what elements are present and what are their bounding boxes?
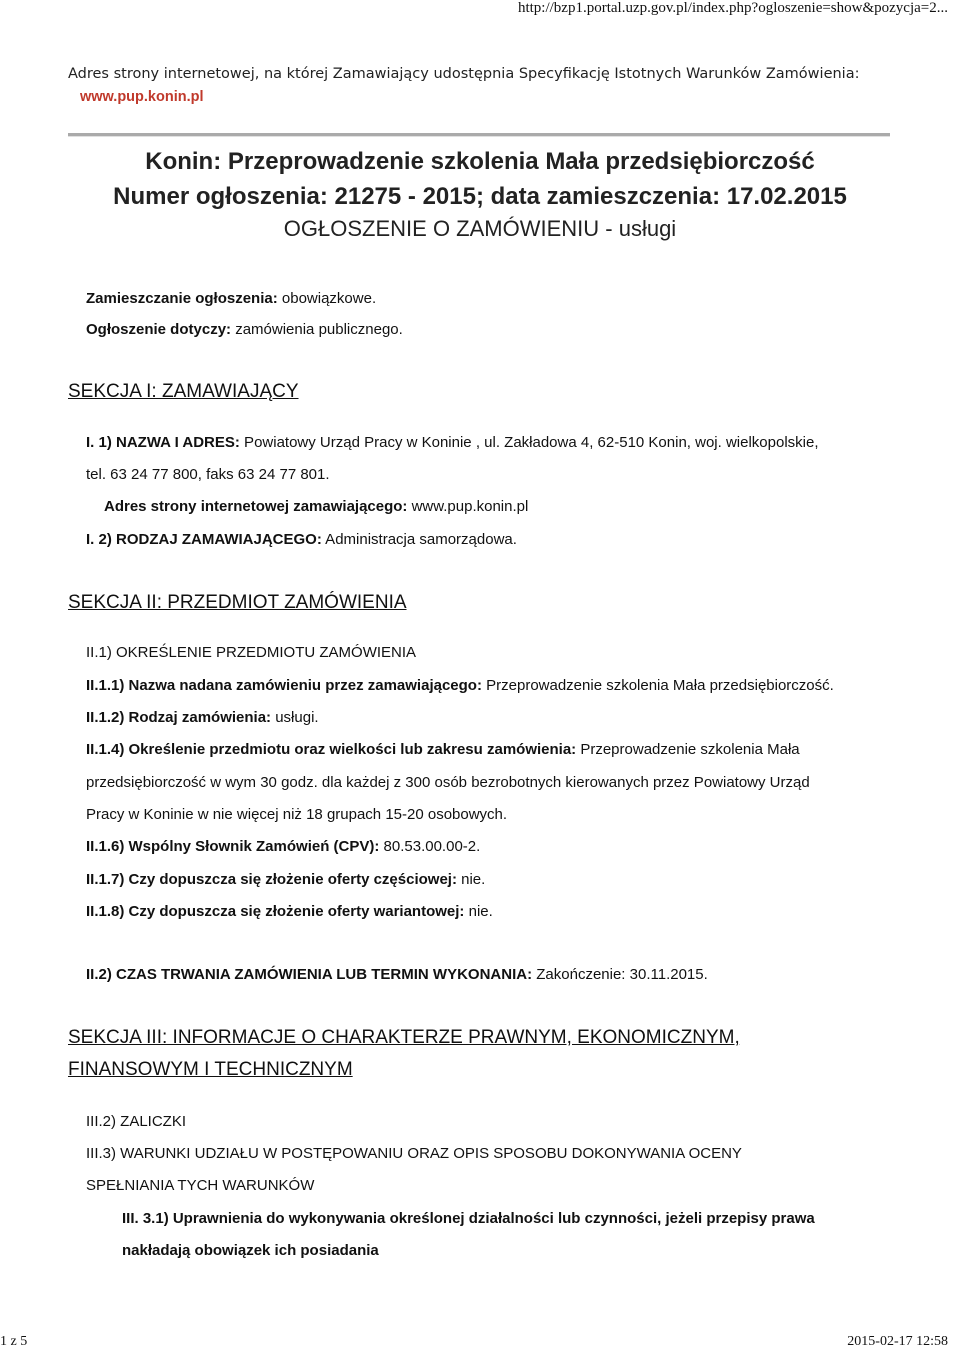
duration-label: II.2) CZAS TRWANIA ZAMÓWIENIA LUB TERMIN WYKONANIA: xyxy=(86,966,533,983)
subject-definition-heading: II.1) OKREŚLENIE PRZEDMIOTU ZAMÓWIENIA xyxy=(86,644,417,661)
partial-offer-label: II.1.7) Czy dopuszcza się złożenie oferty częściowej: xyxy=(86,871,457,888)
page-url: http://bzp1.portal.uzp.gov.pl/index.php?ogloszenie=show&pozycja=2... xyxy=(517,0,948,16)
order-description-label: II.1.4) Określenie przedmiotu oraz wielkości lub zakresu zamówienia: xyxy=(86,741,577,758)
conditions-heading-line-2: SPEŁNIANIA TYCH WARUNKÓW xyxy=(86,1177,315,1194)
order-name-label: II.1.1) Nazwa nadana zamówieniu przez zamawiającego: xyxy=(86,677,482,694)
permits-label-1: III. 3.1) Uprawnienia do wykonywania określonej działalności lub czynności, jeżeli przepisy prawa xyxy=(122,1210,815,1227)
order-kind-line xyxy=(86,709,319,726)
duration-line xyxy=(86,966,708,983)
section-1-heading: SEKCJA I: ZAMAWIAJĄCY xyxy=(68,381,299,402)
authority-kind-line xyxy=(86,531,517,548)
variant-offer-line xyxy=(86,903,493,920)
website-label: Adres strony internetowej zamawiającego: xyxy=(104,498,408,515)
order-description-line-2: przedsiębiorczość w wym 30 godz. dla każdej z 300 osób bezrobotnych kierowanych przez Powiatowy Urząd xyxy=(86,774,810,791)
permits-line-1 xyxy=(122,1210,815,1227)
order-kind-label: II.1.2) Rodzaj zamówienia: xyxy=(86,709,272,726)
partial-offer-value: nie. xyxy=(456,871,486,888)
advance-heading: III.2) ZALICZKI xyxy=(86,1113,187,1130)
section-2-heading: SEKCJA II: PRZEDMIOT ZAMÓWIENIA xyxy=(68,592,407,613)
duration-value: Zakończenie: 30.11.2015. xyxy=(532,966,708,983)
permits-label-2: nakładają obowiązek ich posiadania xyxy=(122,1242,379,1259)
concerns-label: Ogłoszenie dotyczy: xyxy=(86,321,232,338)
section-3-heading-line-1: SEKCJA III: INFORMACJE O CHARAKTERZE PRAWNYM, EKONOMICZNYM, xyxy=(68,1027,740,1048)
notice-type: OGŁOSZENIE O ZAMÓWIENIU - usługi xyxy=(283,216,677,241)
concerns-line xyxy=(86,321,403,338)
variant-offer-label: II.1.8) Czy dopuszcza się złożenie oferty wariantowej: xyxy=(86,903,465,920)
cpv-line xyxy=(86,838,480,855)
order-name-line xyxy=(86,677,834,694)
divider xyxy=(68,133,890,137)
notice-title: Konin: Przeprowadzenie szkolenia Mała przedsiębiorczość xyxy=(145,148,815,175)
authority-kind-value: Administracja samorządowa. xyxy=(321,531,517,548)
website-line xyxy=(104,498,528,515)
website-value[interactable]: www.pup.konin.pl xyxy=(407,498,529,515)
intro-text: Adres strony internetowej, na której Zamawiający udostępnia Specyfikację Istotnych Warunków Zamówienia: xyxy=(68,66,860,82)
cpv-label: II.1.6) Wspólny Słownik Zamówień (CPV): xyxy=(86,838,380,855)
cpv-value: 80.53.00.00-2. xyxy=(379,838,481,855)
permits-line-2 xyxy=(122,1242,379,1259)
placement-label: Zamieszczanie ogłoszenia: xyxy=(86,290,278,307)
placement-value: obowiązkowe. xyxy=(277,290,377,307)
order-description-value: Przeprowadzenie szkolenia Mała xyxy=(576,741,800,758)
name-address-value: Powiatowy Urząd Pracy w Koninie , ul. Zakładowa 4, 62-510 Konin, woj. wielkopolskie, xyxy=(239,434,819,451)
page-number: 1 z 5 xyxy=(0,1334,28,1349)
section-3-heading-line-2: FINANSOWYM I TECHNICZNYM xyxy=(68,1059,353,1080)
name-address-line xyxy=(86,434,819,451)
phone-line: tel. 63 24 77 800, faks 63 24 77 801. xyxy=(86,466,330,483)
name-address-label: I. 1) NAZWA I ADRES: xyxy=(86,434,240,451)
concerns-value: zamówienia publicznego. xyxy=(231,321,403,338)
print-datetime: 2015-02-17 12:58 xyxy=(847,1334,948,1349)
order-description-line-3: Pracy w Koninie w nie więcej niż 18 grupach 15-20 osobowych. xyxy=(86,806,508,823)
order-kind-value: usługi. xyxy=(271,709,319,726)
authority-kind-label: I. 2) RODZAJ ZAMAWIAJĄCEGO: xyxy=(86,531,322,548)
order-description-line-1 xyxy=(86,741,800,758)
partial-offer-line xyxy=(86,871,485,888)
conditions-heading-line-1: III.3) WARUNKI UDZIAŁU W POSTĘPOWANIU ORAZ OPIS SPOSOBU DOKONYWANIA OCENY xyxy=(86,1145,742,1162)
order-name-value: Przeprowadzenie szkolenia Mała przedsiębiorczość. xyxy=(481,677,834,694)
placement-line xyxy=(86,290,376,307)
siwz-link[interactable]: www.pup.konin.pl xyxy=(80,89,204,105)
notice-number: Numer ogłoszenia: 21275 - 2015; data zamieszczenia: 17.02.2015 xyxy=(113,183,847,210)
variant-offer-value: nie. xyxy=(464,903,493,920)
